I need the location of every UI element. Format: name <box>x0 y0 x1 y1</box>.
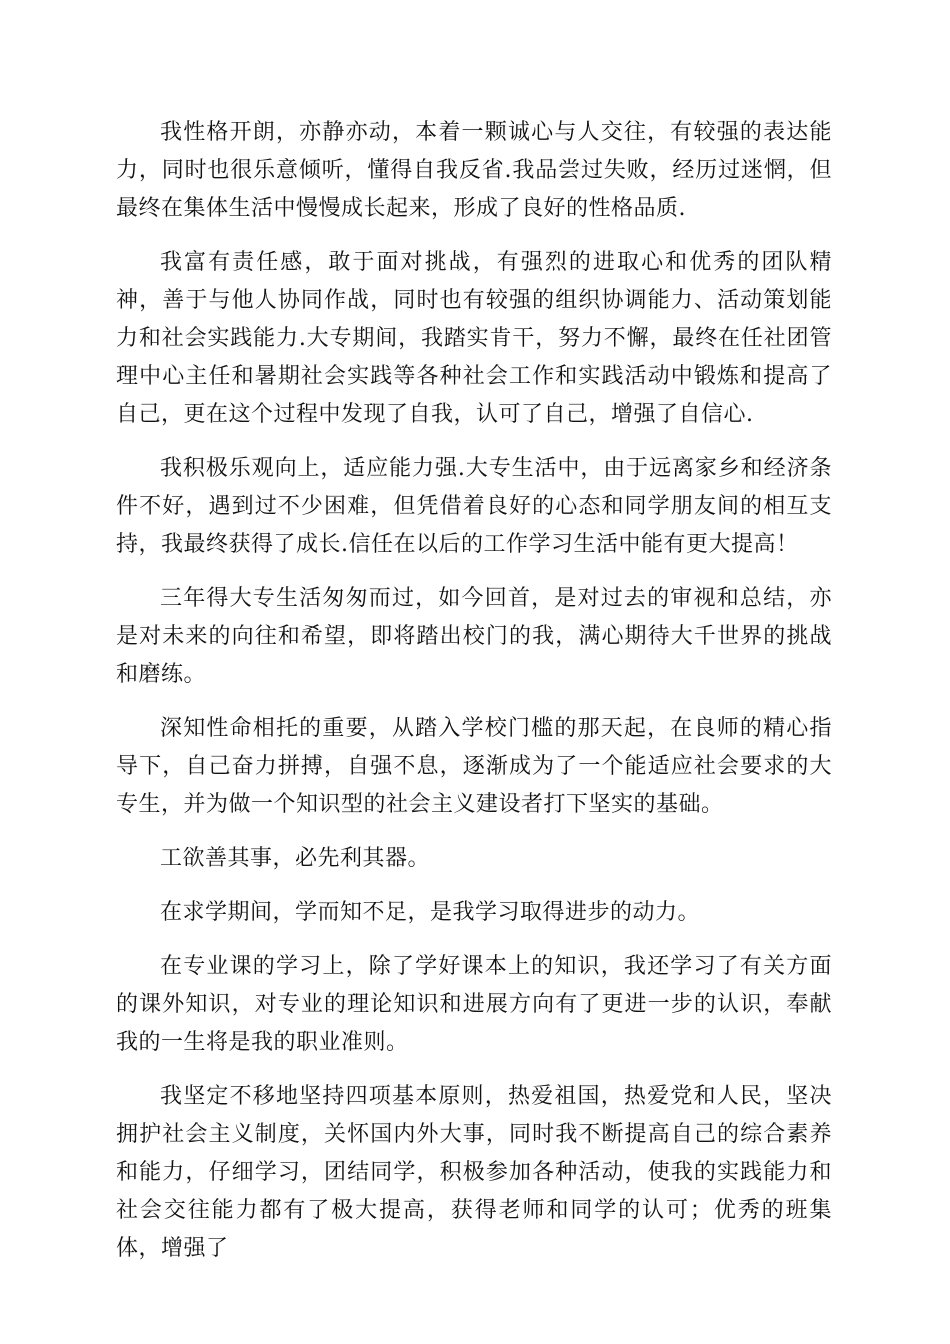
paragraph-responsibility: 我富有责任感，敢于面对挑战，有强烈的进取心和优秀的团队精神，善于与他人协同作战，同时也有较强的组织协调能力、活动策划能力和社会实践能力.大专期间，我踏实肯干，努力不懈，最终在任社团管理中心主任和暑期社会实践等各种社会工作和实践活动中锻炼和提高了自己，更在这个过程中发现了自我，认可了自己，增强了自信心. <box>116 250 832 427</box>
paragraph-guidance: 深知性命相托的重要，从踏入学校门槛的那天起，在良师的精心指导下，自己奋力拼搏，自强不息，逐渐成为了一个能适应社会要求的大专生，并为做一个知识型的社会主义建设者打下坚实的基础。 <box>116 716 832 817</box>
paragraph-proverb: 工欲善其事，必先利其器。 <box>160 846 431 871</box>
paragraph-optimism: 我积极乐观向上，适应能力强.大专生活中，由于远离家乡和经济条件不好，遇到过不少困难，但凭借着良好的心态和同学朋友间的相互支持，我最终获得了成长.信任在以后的工作学习生活中能有更大提高！ <box>116 456 832 557</box>
paragraph-study-motivation: 在求学期间，学而知不足，是我学习取得进步的动力。 <box>160 900 701 925</box>
paragraph-personality: 我性格开朗，亦静亦动，本着一颗诚心与人交往，有较强的表达能力，同时也很乐意倾听，懂得自我反省.我品尝过失败，经历过迷惘，但最终在集体生活中慢慢成长起来，形成了良好的性格品质. <box>116 120 832 221</box>
paragraph-three-years: 三年得大专生活匆匆而过，如今回首，是对过去的审视和总结，亦是对未来的向往和希望，即将踏出校门的我，满心期待大千世界的挑战和磨练。 <box>116 586 832 687</box>
document-body <box>116 114 832 1284</box>
paragraph-principles: 我坚定不移地坚持四项基本原则，热爱祖国，热爱党和人民，坚决拥护社会主义制度，关怀国内外大事，同时我不断提高自己的综合素养和能力，仔细学习，团结同学，积极参加各种活动，使我的实践能力和社会交往能力都有了极大提高，获得老师和同学的认可；优秀的班集体，增强了 <box>116 1084 832 1261</box>
paragraph-professional-study: 在专业课的学习上，除了学好课本上的知识，我还学习了有关方面的课外知识，对专业的理论知识和进展方向有了更进一步的认识，奉献我的一生将是我的职业准则。 <box>116 954 832 1055</box>
